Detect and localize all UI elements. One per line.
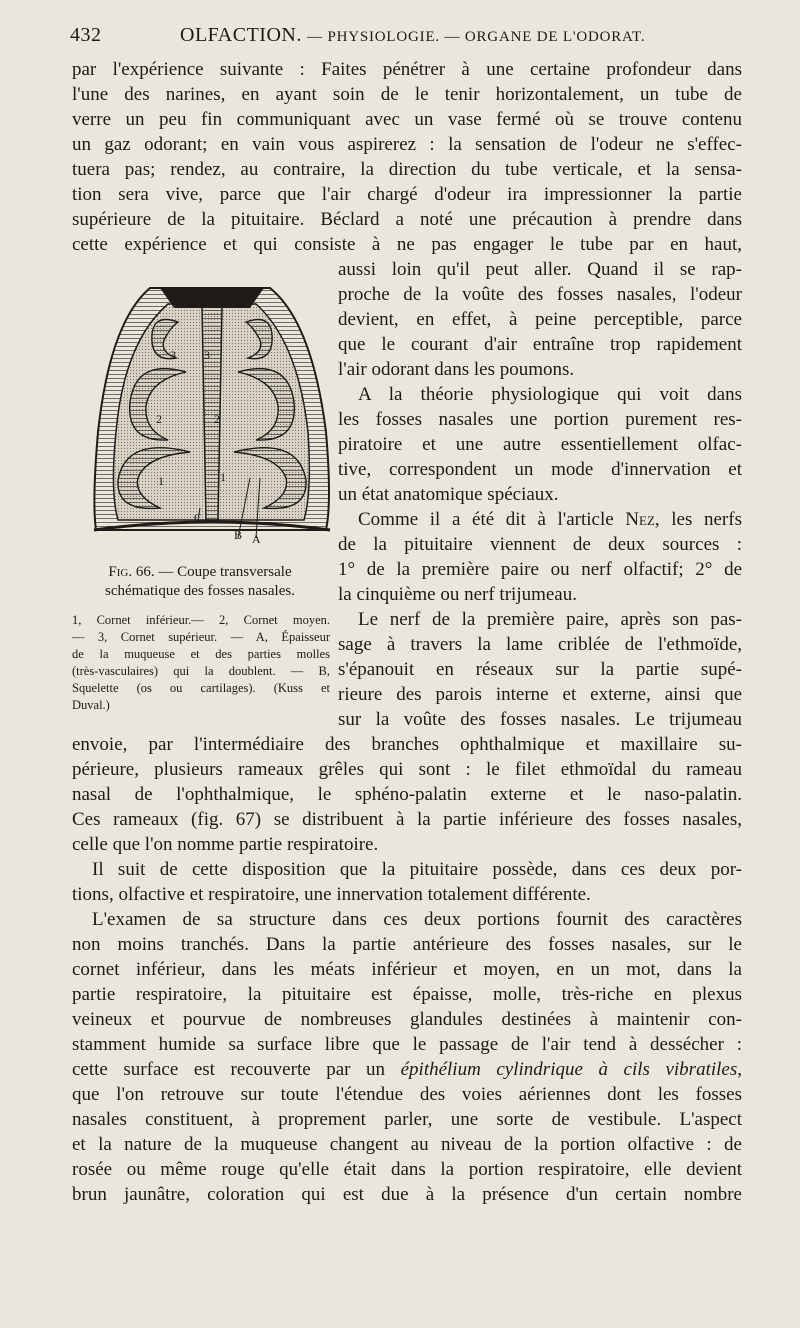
page-number: 432 [70, 24, 102, 46]
figure-title [72, 563, 328, 601]
text-line: cornet inférieur, dans les méats inférieur et moyen, en un mot, dans la [72, 959, 742, 980]
text-line: Le nerf de la première paire, après son pas- [358, 609, 742, 630]
text-line: envoie, par l'intermédiaire des branches ophthalmique et maxillaire su- [72, 734, 742, 755]
figure-label: A [252, 532, 261, 546]
caption-line: (très-vasculaires) qui la doublent. — B, [72, 664, 330, 678]
text-line: tion sera vive, parce que l'air chargé d'odeur ira impressionner la partie [72, 184, 742, 205]
figure-prefix: Fig. [108, 564, 133, 580]
figure-title-line: schématique des fosses nasales. [105, 583, 295, 599]
text-line: brun jaunâtre, coloration qui est due à la présence d'un certain nombre [72, 1184, 742, 1205]
text-line [72, 1058, 742, 1082]
text-line: l'air odorant dans les poumons. [338, 359, 575, 380]
text-line: aussi loin qu'il peut aller. Quand il se rap- [338, 259, 742, 280]
figure-title-line [72, 563, 328, 582]
text-line: devient, en effet, à peine perceptible, parce [338, 309, 742, 330]
text-line: et la nature de la muqueuse changent au niveau de la portion olfactive : de [72, 1134, 742, 1155]
text-line: non moins tranchés. Dans la partie antérieure des fosses nasales, sur le [72, 934, 742, 955]
chapter-title: OLFACTION. [180, 24, 302, 46]
caption-line: Squelette (os ou cartilages). (Kuss et [72, 681, 330, 695]
text-fragment: , [737, 1059, 742, 1080]
figure-caption [72, 612, 330, 714]
nasal-cross-section-figure [90, 282, 335, 552]
italic-term: épithélium cylindrique à cils vibratiles [400, 1059, 738, 1080]
text-line: partie respiratoire, la pituitaire est épaisse, molle, très-riche en plexus [72, 984, 742, 1005]
text-line: rosée ou même rouge qu'elle était dans la portion respiratoire, elle devient [72, 1159, 742, 1180]
running-header [70, 24, 740, 52]
text-line: un gaz odorant; en vain vous aspirerez : la sensation de l'odeur ne s'effec- [72, 134, 742, 155]
text-fragment: , les nerfs [654, 509, 742, 530]
text-line: veineux et pourvue de nombreuses glandules destinées à maintenir con- [72, 1009, 742, 1030]
figure-label: 3 [204, 348, 210, 362]
text-line [358, 508, 742, 532]
figure-label: 2 [156, 412, 162, 426]
text-fragment: Comme il a été dit à l'article [358, 509, 626, 530]
text-line: stamment humide sa surface libre que le passage de l'air tend à dessécher : [72, 1034, 742, 1055]
text-line: tuera pas; rendez, au contraire, la direction du tube verticale, et la sensa- [72, 159, 742, 180]
text-line: A la théorie physiologique qui voit dans [358, 384, 742, 405]
text-fragment: cette surface est recouverte par un [72, 1059, 401, 1080]
text-line: sur la voûte des fosses nasales. Le trijumeau [338, 709, 742, 730]
text-line: proche de la voûte des fosses nasales, l'odeur [338, 284, 742, 305]
text-line: verre un peu fin communiquant avec un vase fermé où se trouve contenu [72, 109, 742, 130]
text-line: celle que l'on nomme partie respiratoire. [72, 834, 379, 855]
figure-label: C [194, 512, 202, 524]
figure-label: 2 [214, 412, 220, 426]
text-line: tive, correspondent un mode d'innervation et [338, 459, 742, 480]
text-line: un état anatomique spéciaux. [338, 484, 559, 505]
text-line: 1° de la première paire ou nerf olfactif; 2° de [338, 559, 742, 580]
text-line: que le courant d'air entraîne trop rapidement [338, 334, 742, 355]
text-line: la cinquième ou nerf trijumeau. [338, 584, 577, 605]
text-line: L'examen de sa structure dans ces deux portions fournit des caractères [92, 909, 742, 930]
article-reference: Nez [625, 509, 655, 530]
caption-line: — 3, Cornet supérieur. — A, Épaisseur [72, 630, 330, 644]
figure-label: 1 [220, 470, 226, 484]
figure-label: B [234, 528, 243, 542]
text-line: nasales constituent, à proprement parler, une sorte de vestibule. L'aspect [72, 1109, 742, 1130]
figure-label: 3 [170, 348, 176, 362]
text-line: tions, olfactive et respiratoire, une innervation totalement différente. [72, 884, 591, 905]
text-line: l'une des narines, en ayant soin de le tenir horizontalement, un tube de [72, 84, 742, 105]
text-line: piratoire et une autre essentiellement olfac- [338, 434, 742, 455]
running-title [180, 24, 645, 47]
text-line: que l'on retrouve sur toute l'étendue des voies aériennes dont les fosses [72, 1084, 742, 1105]
text-line: cette expérience et qui consiste à ne pas engager le tube par en haut, [72, 234, 742, 255]
text-line: de la pituitaire viennent de deux sources : [338, 534, 742, 555]
text-line: nasal de l'ophthalmique, le sphéno-palatin externe et le naso-palatin. [72, 784, 742, 805]
figure-label: 1 [158, 474, 164, 488]
text-line: sage à travers la lame criblée de l'ethmoïde, [338, 634, 742, 655]
text-line: Ces rameaux (fig. 67) se distribuent à la partie inférieure des fosses nasales, [72, 809, 742, 830]
section-title: — PHYSIOLOGIE. — ORGANE DE L'ODORAT. [307, 29, 646, 45]
text-line: supérieure de la pituitaire. Béclard a noté une précaution à prendre dans [72, 209, 742, 230]
text-line: rieure des parois interne et externe, ainsi que [338, 684, 742, 705]
nasal-cross-section-illustration [90, 282, 335, 552]
figure-title-text: 66. — Coupe transversale [135, 564, 292, 580]
text-line: par l'expérience suivante : Faites pénétrer à une certaine profondeur dans [72, 59, 742, 80]
text-line: périeure, plusieurs rameaux grêles qui sont : le filet ethmoïdal du rameau [72, 759, 742, 780]
caption-line: Duval.) [72, 698, 110, 712]
caption-line: 1, Cornet inférieur.— 2, Cornet moyen. [72, 613, 330, 627]
text-line: les fosses nasales une portion purement res- [338, 409, 742, 430]
text-line: s'épanouit en réseaux sur la partie supé- [338, 659, 742, 680]
text-line: Il suit de cette disposition que la pituitaire possède, dans ces deux por- [92, 859, 742, 880]
caption-line: de la muqueuse et des parties molles [72, 647, 330, 661]
